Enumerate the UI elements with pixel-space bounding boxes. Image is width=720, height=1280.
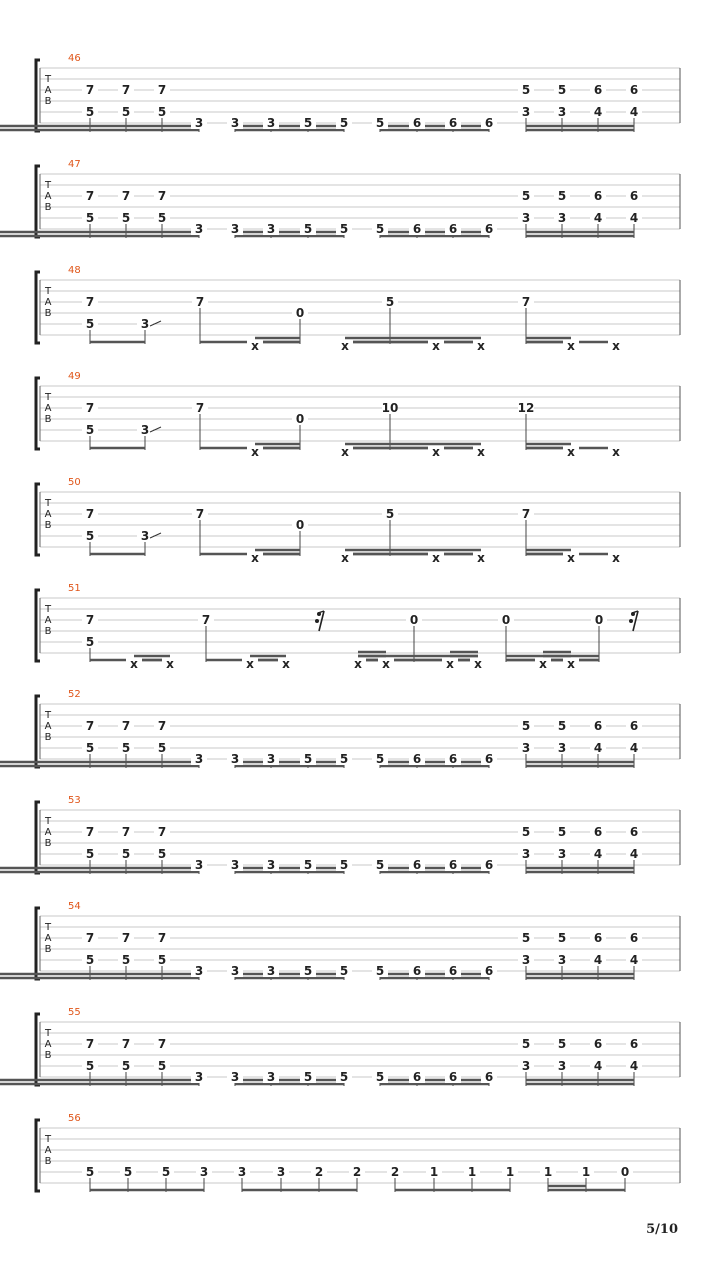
fret-number: 3 [521,105,531,119]
fret-number: 5 [303,964,313,978]
fret-number: 5 [157,211,167,225]
fret-number: 3 [521,1059,531,1073]
measure-number: 46 [68,53,81,64]
fret-number: 7 [195,507,205,521]
fret-number: 3 [237,1165,247,1179]
tab-clef-letter: T [44,392,52,403]
fret-number: x [382,657,390,671]
sixteenth-rest [315,611,324,631]
fret-number: 5 [385,295,395,309]
fret-number: 6 [448,116,458,130]
tab-clef-letter: B [44,732,52,743]
tab-clef-letter: A [44,509,52,520]
fret-number: 4 [593,211,603,225]
fret-number: 5 [375,858,385,872]
fret-number: 3 [140,529,150,543]
system-bracket [36,802,40,873]
fret-number: x [432,445,440,459]
fret-number: 5 [85,105,95,119]
tab-clef-letter: B [44,944,52,955]
measure-number: 55 [68,1007,81,1018]
tab-clef-letter: A [44,933,52,944]
measure-number: 48 [68,265,81,276]
fret-number: x [612,445,620,459]
fret-number: 3 [230,116,240,130]
fret-number: 5 [557,189,567,203]
fret-number: 3 [194,964,204,978]
fret-number: 5 [339,858,349,872]
tab-system [36,583,680,671]
fret-number: 5 [557,825,567,839]
tab-clef-letter: T [44,922,52,933]
fret-number: x [354,657,362,671]
tab-clef-letter: T [44,604,52,615]
fret-number: 5 [157,741,167,755]
fret-number: 5 [85,529,95,543]
fret-number: x [251,551,259,565]
fret-number: 5 [339,964,349,978]
fret-number: 5 [303,116,313,130]
fret-number: 0 [295,306,305,320]
tab-clef-letter: B [44,96,52,107]
fret-number: 3 [266,116,276,130]
fret-number: x [166,657,174,671]
fret-number: 6 [484,116,494,130]
fret-number: 4 [629,847,639,861]
fret-number: x [567,551,575,565]
fret-number: 1 [467,1165,477,1179]
fret-number: 7 [157,83,167,97]
fret-number: 6 [593,931,603,945]
tab-system [36,477,680,565]
tab-clef-letter: A [44,615,52,626]
fret-number: x [612,551,620,565]
fret-number: 5 [85,953,95,967]
fret-number: 3 [521,953,531,967]
tab-clef-letter: B [44,202,52,213]
fret-number: 0 [594,613,604,627]
fret-number: x [282,657,290,671]
tab-system [0,795,680,874]
fret-number: 3 [266,222,276,236]
fret-number: 5 [121,211,131,225]
fret-number: 5 [521,931,531,945]
fret-number: 5 [303,1070,313,1084]
system-bracket [36,166,40,237]
fret-number: 3 [266,752,276,766]
tab-clef-letter: B [44,838,52,849]
fret-number: 7 [121,83,131,97]
fret-number: 3 [521,211,531,225]
fret-number: 3 [521,847,531,861]
tab-clef-letter: A [44,403,52,414]
fret-number: 3 [557,211,567,225]
fret-number: 2 [314,1165,324,1179]
fret-number: 5 [557,1037,567,1051]
fret-number: 7 [85,931,95,945]
fret-number: 3 [199,1165,209,1179]
tab-clef-letter: A [44,721,52,732]
tab-clef-letter: B [44,1156,52,1167]
fret-number: 7 [85,719,95,733]
fret-number: 7 [85,613,95,627]
tab-clef-letter: T [44,1134,52,1145]
fret-number: 3 [140,317,150,331]
measure-number: 53 [68,795,81,806]
fret-number: 5 [375,222,385,236]
fret-number: 5 [385,507,395,521]
fret-number: 7 [201,613,211,627]
system-bracket [36,908,40,979]
fret-number: 6 [629,189,639,203]
fret-number: 3 [230,1070,240,1084]
fret-number: 6 [629,825,639,839]
fret-number: 6 [448,858,458,872]
fret-number: 3 [194,222,204,236]
fret-number: 6 [412,858,422,872]
fret-number: 5 [157,105,167,119]
fret-number: 5 [157,1059,167,1073]
fret-number: 3 [230,222,240,236]
fret-number: 5 [161,1165,171,1179]
fret-number: 3 [140,423,150,437]
system-bracket [36,1014,40,1085]
tab-system [36,371,680,459]
tab-clef-letter: B [44,520,52,531]
tab-clef-letter: T [44,286,52,297]
fret-number: 2 [352,1165,362,1179]
tab-system [36,1113,680,1192]
measure-number: 52 [68,689,81,700]
fret-number: 4 [593,741,603,755]
fret-number: 3 [557,847,567,861]
tab-clef-letter: T [44,74,52,85]
fret-number: 5 [375,1070,385,1084]
fret-number: 3 [266,1070,276,1084]
fret-number: 5 [157,953,167,967]
fret-number: 4 [629,211,639,225]
fret-number: 5 [123,1165,133,1179]
fret-number: 5 [121,953,131,967]
fret-number: 7 [85,401,95,415]
fret-number: 7 [121,931,131,945]
system-bracket [36,696,40,767]
fret-number: 5 [339,116,349,130]
fret-number: 6 [448,222,458,236]
fret-number: x [567,657,575,671]
tab-clef-letter: B [44,626,52,637]
system-bracket [36,1120,40,1191]
fret-number: 7 [85,1037,95,1051]
fret-number: 6 [484,964,494,978]
tab-system [0,159,680,238]
fret-number: 5 [521,719,531,733]
fret-number: x [612,339,620,353]
fret-number: 10 [381,401,399,415]
fret-number: 4 [629,105,639,119]
fret-number: 3 [230,858,240,872]
fret-number: 3 [521,741,531,755]
measure-number: 54 [68,901,81,912]
fret-number: 4 [593,847,603,861]
fret-number: 5 [303,858,313,872]
fret-number: 5 [85,847,95,861]
fret-number: 5 [85,423,95,437]
measure-number: 47 [68,159,81,170]
fret-number: x [567,445,575,459]
fret-number: 3 [230,964,240,978]
fret-number: 5 [121,1059,131,1073]
fret-number: 6 [448,964,458,978]
system-bracket [36,60,40,131]
fret-number: 5 [85,635,95,649]
tab-clef-letter: A [44,1039,52,1050]
fret-number: 7 [195,295,205,309]
fret-number: 5 [303,752,313,766]
system-bracket [36,378,40,449]
fret-number: 3 [557,105,567,119]
fret-number: 6 [484,858,494,872]
fret-number: 0 [409,613,419,627]
fret-number: x [341,339,349,353]
fret-number: x [341,551,349,565]
fret-number: 5 [121,105,131,119]
tab-clef-letter: A [44,297,52,308]
fret-number: 4 [593,105,603,119]
fret-number: 5 [521,825,531,839]
measure-number: 50 [68,477,81,488]
fret-number: 6 [412,964,422,978]
fret-number: x [251,339,259,353]
fret-number: 6 [629,719,639,733]
fret-number: 5 [557,719,567,733]
fret-number: x [474,657,482,671]
fret-number: 5 [375,752,385,766]
fret-number: 5 [157,847,167,861]
fret-number: 6 [629,83,639,97]
fret-number: 5 [85,1059,95,1073]
fret-number: 4 [629,953,639,967]
fret-number: x [341,445,349,459]
fret-number: x [477,445,485,459]
fret-number: 7 [121,719,131,733]
fret-number: 5 [339,1070,349,1084]
fret-number: 7 [85,825,95,839]
fret-number: 6 [629,1037,639,1051]
fret-number: 7 [157,825,167,839]
fret-number: x [251,445,259,459]
fret-number: 7 [521,507,531,521]
rest-dot [629,619,633,623]
fret-number: 5 [85,211,95,225]
fret-number: 3 [230,752,240,766]
fret-number: 4 [593,953,603,967]
fret-number: 7 [195,401,205,415]
fret-number: 7 [85,189,95,203]
tab-system [0,53,680,132]
fret-number: 5 [339,222,349,236]
fret-number: 6 [412,1070,422,1084]
fret-number: 6 [593,1037,603,1051]
fret-number: 3 [276,1165,286,1179]
fret-number: 7 [85,295,95,309]
fret-number: 0 [295,518,305,532]
fret-number: 5 [303,222,313,236]
fret-number: 7 [157,189,167,203]
fret-number: 5 [85,317,95,331]
fret-number: 6 [448,1070,458,1084]
fret-number: 6 [448,752,458,766]
fret-number: 2 [390,1165,400,1179]
fret-number: 7 [157,719,167,733]
tab-system [0,901,680,980]
tab-clef-letter: T [44,180,52,191]
tab-system [36,265,680,353]
tab-clef-letter: A [44,191,52,202]
fret-number: 5 [521,189,531,203]
fret-number: 0 [620,1165,630,1179]
tab-clef-letter: A [44,827,52,838]
fret-number: 6 [484,222,494,236]
fret-number: x [539,657,547,671]
fret-number: 6 [593,825,603,839]
fret-number: 5 [121,847,131,861]
fret-number: x [477,551,485,565]
fret-number: 6 [593,189,603,203]
fret-number: x [567,339,575,353]
fret-number: 3 [266,858,276,872]
fret-number: 4 [629,741,639,755]
fret-number: 3 [194,858,204,872]
system-bracket [36,484,40,555]
tab-clef-letter: A [44,85,52,96]
fret-number: 3 [557,953,567,967]
fret-number: 5 [375,964,385,978]
fret-number: 7 [521,295,531,309]
fret-number: x [432,339,440,353]
fret-number: 6 [484,1070,494,1084]
fret-number: 6 [412,116,422,130]
fret-number: 6 [412,752,422,766]
fret-number: x [246,657,254,671]
page-number: 5/10 [646,1222,678,1237]
fret-number: x [130,657,138,671]
fret-number: 3 [266,964,276,978]
fret-number: 6 [629,931,639,945]
fret-number: 5 [557,931,567,945]
sixteenth-rest [629,611,638,631]
fret-number: 7 [121,1037,131,1051]
fret-number: x [446,657,454,671]
measure-number: 49 [68,371,81,382]
tab-clef-letter: B [44,414,52,425]
fret-number: x [477,339,485,353]
fret-number: 1 [505,1165,515,1179]
fret-number: 6 [593,719,603,733]
tab-system [0,1007,680,1086]
tab-clef-letter: T [44,498,52,509]
fret-number: 3 [194,1070,204,1084]
tab-clef-letter: B [44,1050,52,1061]
system-bracket [36,590,40,661]
fret-number: 7 [121,825,131,839]
fret-number: 6 [412,222,422,236]
fret-number: 7 [85,507,95,521]
tab-clef-letter: T [44,1028,52,1039]
fret-number: 3 [557,1059,567,1073]
fret-number: 0 [501,613,511,627]
fret-number: 5 [85,1165,95,1179]
fret-number: 1 [543,1165,553,1179]
fret-number: 0 [295,412,305,426]
fret-number: 7 [157,1037,167,1051]
fret-number: 6 [484,752,494,766]
fret-number: 3 [194,752,204,766]
tab-clef-letter: T [44,816,52,827]
fret-number: 5 [121,741,131,755]
tab-clef-letter: B [44,308,52,319]
tab-system [0,689,680,768]
fret-number: 7 [157,931,167,945]
rest-dot [315,619,319,623]
fret-number: x [432,551,440,565]
tab-clef-letter: A [44,1145,52,1156]
fret-number: 12 [517,401,535,415]
fret-number: 3 [557,741,567,755]
measure-number: 56 [68,1113,81,1124]
fret-number: 5 [375,116,385,130]
measure-number: 51 [68,583,81,594]
fret-number: 5 [85,741,95,755]
fret-number: 5 [339,752,349,766]
fret-number: 5 [521,83,531,97]
fret-number: 7 [85,83,95,97]
tab-clef-letter: T [44,710,52,721]
fret-number: 4 [593,1059,603,1073]
fret-number: 1 [581,1165,591,1179]
fret-number: 5 [521,1037,531,1051]
fret-number: 1 [429,1165,439,1179]
fret-number: 6 [593,83,603,97]
fret-number: 4 [629,1059,639,1073]
fret-number: 5 [557,83,567,97]
fret-number: 7 [121,189,131,203]
system-bracket [36,272,40,343]
fret-number: 3 [194,116,204,130]
